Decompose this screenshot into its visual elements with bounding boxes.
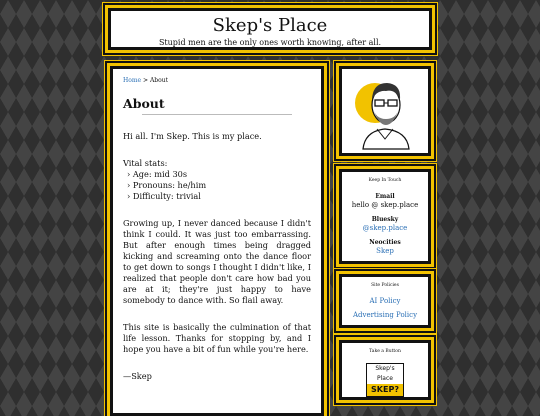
signoff: —Skep [123,371,152,381]
ai-policy-link[interactable]: AI Policy [369,296,401,305]
site-title[interactable]: Skep's Place [212,15,328,36]
site-button-badge[interactable] [366,363,404,397]
email-address: hello @ skep.place [351,201,419,209]
button-panel-title: Take a Button [369,349,401,354]
email-label: Email [375,192,395,200]
site-header [108,8,432,50]
bluesky-link[interactable]: @skep.place [362,224,408,232]
intro-text: Hi all. I'm Skep. This is my place. [123,131,262,141]
body-paragraph: This site is basically the culmination of that life lesson. Thanks for stopping by, and I hope you have a bit of fun while you're here. [123,322,311,354]
button-panel [339,340,431,400]
stat-item: › Age: mid 30s [127,169,311,180]
body-paragraph: Growing up, I never danced because I didn't think I could. It was just too embarrassing. But after enough times being dragged kicking and screaming onto the dance floor to get down to songs I thought I didn't like, I realized that people don't care how bad you are at it; they're just happy to have somebody to dance with. So flail away. [123,218,311,305]
stat-item: › Pronouns: he/him [127,180,311,191]
advertising-policy-link[interactable]: Advertising Policy [352,311,418,319]
breadcrumb-current: About [149,77,168,84]
divider [142,114,292,115]
page-title: About [123,96,165,111]
policies-title: Site Policies [371,283,399,288]
breadcrumb-separator: > [141,77,150,84]
avatar-illustration [343,69,427,151]
site-tagline: Stupid men are the only ones worth knowing, after all. [158,38,382,47]
avatar-panel [339,66,431,156]
breadcrumb-home-link[interactable]: Home [123,77,142,84]
contact-panel [339,169,431,264]
neocities-link[interactable]: Skep [376,247,394,255]
contact-title: Keep In Touch [368,178,402,183]
breadcrumb [123,75,311,86]
stat-item: › Difficulty: trivial [127,191,311,202]
main-content [110,66,324,416]
neocities-label: Neocities [369,238,401,246]
badge-top-text: Skep's Place [367,364,403,384]
badge-bottom-text: SKEP? [367,384,403,396]
bluesky-label: Bluesky [371,215,399,223]
policies-panel [339,274,431,328]
stats-list [123,169,311,202]
stats-title: Vital stats: [123,158,168,168]
